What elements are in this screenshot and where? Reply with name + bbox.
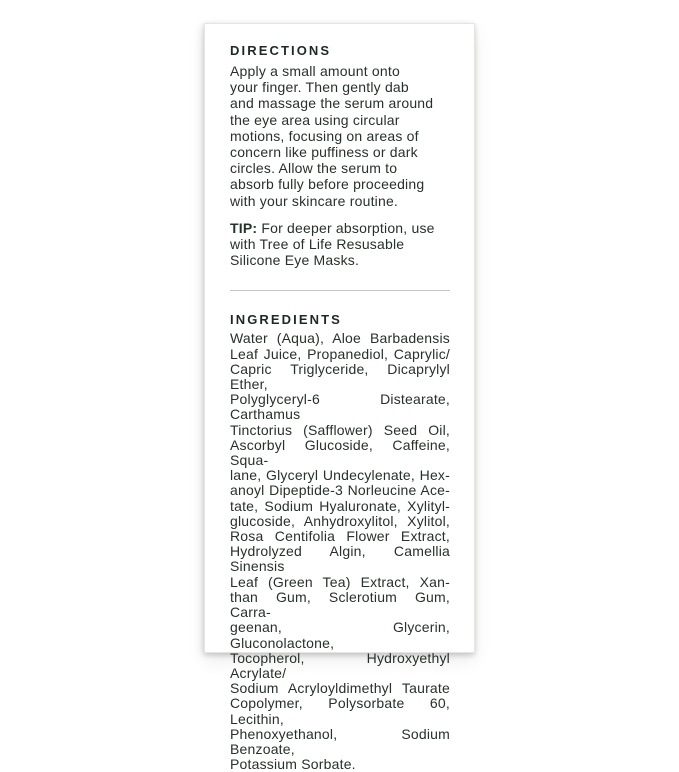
text-line: Tinctorius (Safflower) Seed Oil, xyxy=(230,421,450,438)
ingredients-text xyxy=(230,331,450,772)
directions-section xyxy=(230,43,450,268)
directions-text xyxy=(230,63,450,209)
ingredients-heading: INGREDIENTS xyxy=(230,312,342,328)
text-line: geenan, Glycerin, Gluconolactone, xyxy=(230,619,450,651)
section-divider xyxy=(230,290,450,291)
text-line: Capric Triglyceride, Dicaprylyl Ether, xyxy=(230,360,450,393)
text-line: Ascorbyl Glucoside, Caffeine, Squa- xyxy=(230,436,450,469)
tip-text xyxy=(230,220,450,269)
text-line: Apply a small amount onto xyxy=(230,63,400,79)
text-line: with Tree of Life Resusable xyxy=(230,236,405,253)
directions-heading: DIRECTIONS xyxy=(230,43,332,58)
text-line: your finger. Then gently dab xyxy=(230,79,409,96)
text-line: motions, focusing on areas of xyxy=(230,127,419,144)
text-line: than Gum, Sclerotium Gum, Carra- xyxy=(230,588,450,621)
text-line: Leaf Juice, Propanediol, Caprylic/ xyxy=(230,345,450,362)
text-line: the eye area using circular xyxy=(230,111,400,128)
text-line xyxy=(230,220,450,236)
ingredients-section xyxy=(230,312,450,772)
text-line: Polyglyceryl-6 Distearate, Carthamus xyxy=(230,391,450,423)
text-line: Hydrolyzed Algin, Camellia Sinensis xyxy=(230,543,450,575)
text-line: lane, Glyceryl Undecylenate, Hex- xyxy=(230,467,450,484)
text-line: tate, Sodium Hyaluronate, Xylityl- xyxy=(230,497,450,514)
text-line: Copolymer, Polysorbate 60, Lecithin, xyxy=(230,695,450,727)
text-line: circles. Allow the serum to xyxy=(230,160,398,177)
text-line: Tocopherol, Hydroxyethyl Acrylate/ xyxy=(230,649,450,681)
text-line: Water (Aqua), Aloe Barbadensis xyxy=(230,330,450,347)
text-line: Potassium Sorbate. xyxy=(230,756,356,772)
text-line: concern like puffiness or dark xyxy=(230,144,418,161)
text-line: Rosa Centifolia Flower Extract, xyxy=(230,528,450,545)
product-box-back-panel xyxy=(204,23,475,772)
tip-label: TIP: xyxy=(230,219,258,236)
text-line: Silicone Eye Masks. xyxy=(230,252,360,269)
text-line: Sodium Acryloyldimethyl Taurate xyxy=(230,680,450,697)
text-line: glucoside, Anhydroxylitol, Xylitol, xyxy=(230,512,450,529)
text-line: and massage the serum around xyxy=(230,95,434,112)
tip-line1-rest: For deeper absorption, use xyxy=(261,219,435,236)
text-line: Phenoxyethanol, Sodium Benzoate, xyxy=(230,725,450,757)
text-line: with your skincare routine. xyxy=(230,192,399,209)
text-line: anoyl Dipeptide-3 Norleucine Ace- xyxy=(230,482,450,499)
text-line: absorb fully before proceeding xyxy=(230,176,425,193)
text-line: Leaf (Green Tea) Extract, Xan- xyxy=(230,573,450,590)
